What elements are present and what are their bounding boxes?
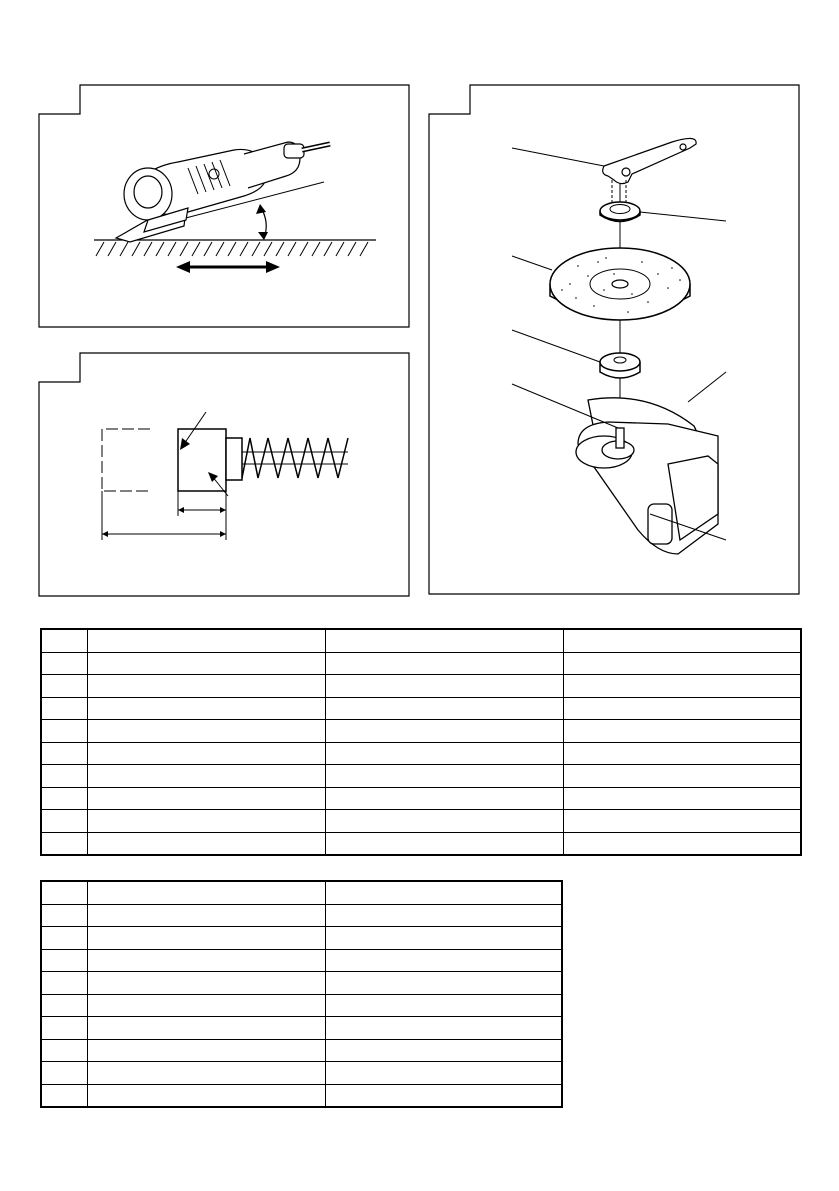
table-cell <box>87 697 325 720</box>
table-row <box>41 1084 562 1107</box>
table-cell <box>325 949 562 972</box>
table-cell <box>41 927 87 950</box>
table-cell <box>87 972 325 995</box>
table-cell <box>41 832 87 855</box>
table-row <box>41 652 801 675</box>
table-cell <box>325 1039 562 1062</box>
table-cell <box>87 832 325 855</box>
table-cell <box>41 994 87 1017</box>
wheel-assembly-icon <box>428 84 800 596</box>
table-cell <box>325 742 563 765</box>
table-cell <box>87 949 325 972</box>
figure-2 <box>38 352 410 598</box>
table-cell <box>41 810 87 833</box>
table-row <box>41 720 801 743</box>
table-row <box>41 994 562 1017</box>
table-row <box>41 881 562 904</box>
table-row <box>41 949 562 972</box>
table-cell <box>87 904 325 927</box>
table-cell <box>563 652 801 675</box>
table-cell <box>41 787 87 810</box>
table-cell <box>563 697 801 720</box>
table-cell <box>41 904 87 927</box>
table-cell <box>87 742 325 765</box>
table-cell <box>87 1062 325 1085</box>
parts-table-2 <box>40 880 563 1108</box>
table-cell <box>325 1062 562 1085</box>
table-cell <box>41 972 87 995</box>
parts-table-1-body <box>41 629 801 855</box>
table-row <box>41 1017 562 1040</box>
table-cell <box>563 720 801 743</box>
figure-3 <box>428 84 800 596</box>
table-cell <box>87 652 325 675</box>
table-cell <box>41 881 87 904</box>
table-cell <box>325 1084 562 1107</box>
table-cell <box>87 787 325 810</box>
table-cell <box>87 765 325 788</box>
table-cell <box>563 832 801 855</box>
table-cell <box>563 787 801 810</box>
table-cell <box>41 1062 87 1085</box>
brush-wear-icon <box>38 352 410 598</box>
table-cell <box>325 927 562 950</box>
table-cell <box>563 765 801 788</box>
table-cell <box>87 810 325 833</box>
table-cell <box>325 1017 562 1040</box>
table-cell <box>41 652 87 675</box>
table-cell <box>87 927 325 950</box>
table-cell <box>87 1084 325 1107</box>
table-cell <box>325 904 562 927</box>
table-cell <box>41 742 87 765</box>
table-row <box>41 787 801 810</box>
table-row <box>41 697 801 720</box>
table-row <box>41 675 801 698</box>
table-cell <box>41 720 87 743</box>
table-cell <box>87 675 325 698</box>
table-cell <box>87 881 325 904</box>
table-cell <box>325 787 563 810</box>
table-cell <box>563 810 801 833</box>
table-cell <box>325 972 562 995</box>
table-cell <box>41 765 87 788</box>
table-cell <box>563 742 801 765</box>
table-cell <box>87 1017 325 1040</box>
table-cell <box>325 881 562 904</box>
table-cell <box>87 994 325 1017</box>
table-cell <box>87 1039 325 1062</box>
grinder-angle-icon <box>38 84 410 329</box>
table-cell <box>41 1084 87 1107</box>
table-cell <box>41 1039 87 1062</box>
table-cell <box>325 994 562 1017</box>
parts-table-1 <box>40 628 802 856</box>
table-cell <box>41 949 87 972</box>
table-row <box>41 1039 562 1062</box>
table-cell <box>563 629 801 652</box>
table-cell <box>41 675 87 698</box>
table-row <box>41 832 801 855</box>
table-row <box>41 1062 562 1085</box>
table-cell <box>41 697 87 720</box>
table-row <box>41 765 801 788</box>
table-row <box>41 629 801 652</box>
table-row <box>41 742 801 765</box>
table-cell <box>325 720 563 743</box>
table-row <box>41 904 562 927</box>
table-cell <box>87 720 325 743</box>
table-row <box>41 972 562 995</box>
table-cell <box>325 652 563 675</box>
table-cell <box>563 675 801 698</box>
parts-table-2-body <box>41 881 562 1107</box>
table-cell <box>325 832 563 855</box>
table-cell <box>325 810 563 833</box>
table-cell <box>325 675 563 698</box>
figure-1 <box>38 84 410 329</box>
table-row <box>41 927 562 950</box>
table-cell <box>325 765 563 788</box>
table-row <box>41 810 801 833</box>
table-cell <box>325 629 563 652</box>
table-cell <box>41 629 87 652</box>
table-cell <box>41 1017 87 1040</box>
table-cell <box>87 629 325 652</box>
table-cell <box>325 697 563 720</box>
